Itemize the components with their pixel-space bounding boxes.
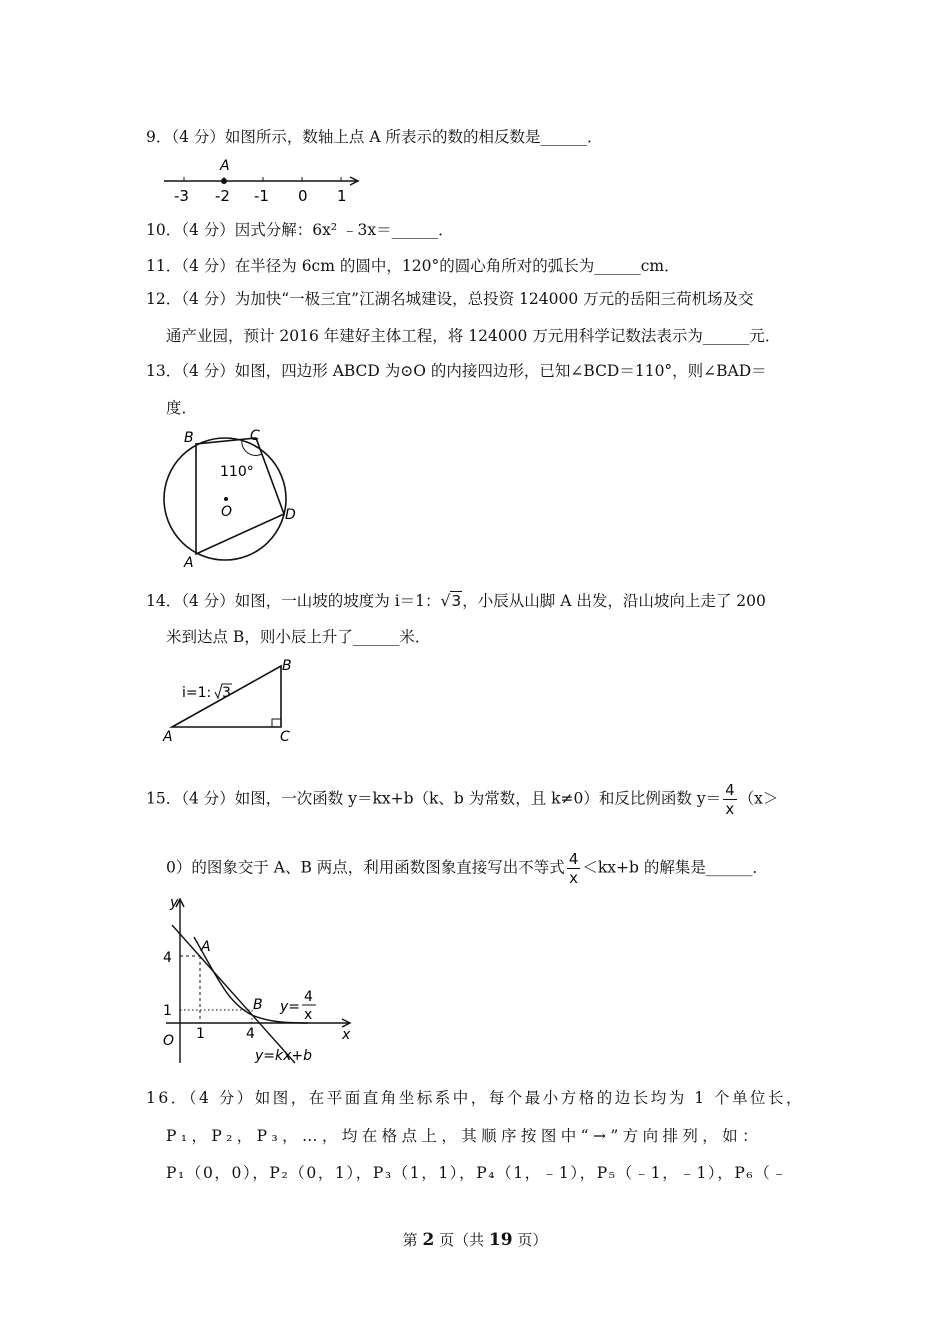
tick-y1: 1 <box>163 1003 172 1019</box>
footer-page-number: 2 <box>422 1230 435 1250</box>
tick-label: -1 <box>254 187 269 205</box>
question-14-line-2: 米到达点 B，则小辰上升了______米． <box>166 628 431 646</box>
question-16-line-1: 16．（4 分）如图，在平面直角坐标系中，每个最小方格的边长均为 1 个单位长， <box>146 1089 804 1107</box>
quadrilateral-abcd <box>196 438 284 554</box>
label-a: A <box>201 939 211 955</box>
label-o: O <box>221 504 233 520</box>
label-a: A <box>163 729 173 745</box>
question-9: 9．（4 分）如图所示，数轴上点 A 所表示的数的相反数是______． <box>146 128 603 146</box>
q15-text-c: 0）的图象交于 A、B 两点，利用函数图象直接写出不等式 <box>166 858 565 877</box>
question-13-line-2: 度． <box>166 399 198 417</box>
label-a: A <box>184 555 194 571</box>
curve-label-numerator: 4 <box>304 989 313 1005</box>
fraction-4-over-x <box>723 781 737 818</box>
q14-text-b: ，小辰从山脚 A 出发，沿山坡向上走了 200 <box>462 592 766 610</box>
question-12-line-2: 通产业园，预计 2016 年建好主体工程，将 124000 万元用科学记数法表示为______元． <box>166 327 781 345</box>
label-b: B <box>184 430 194 446</box>
tick-label: -2 <box>215 187 230 205</box>
question-11: 11．（4 分）在半径为 6cm 的圆中，120°的圆心角所对的弧长为______cm． <box>146 257 680 275</box>
tick-label: 0 <box>298 187 308 205</box>
center-dot <box>224 497 228 501</box>
tick-x4: 4 <box>246 1026 255 1042</box>
q15-text-a: 15．（4 分）如图，一次函数 y＝kx+b（k、b 为常数，且 k≠0）和反比例函数 y＝ <box>146 789 722 808</box>
footer-total-pages: 19 <box>488 1230 513 1250</box>
fraction-numerator: 4 <box>725 781 735 799</box>
label-o: O <box>163 1033 175 1049</box>
page-footer <box>0 1229 950 1250</box>
label-d: D <box>285 507 296 523</box>
inscribed-quadrilateral-figure <box>160 424 310 574</box>
right-angle-mark <box>272 719 281 727</box>
tick-label: 1 <box>337 187 347 205</box>
point-a-label: A <box>220 158 230 174</box>
label-c: C <box>250 428 260 444</box>
fraction-denominator: x <box>569 869 579 887</box>
label-y: y <box>170 895 179 911</box>
tick-label: -3 <box>174 187 189 205</box>
question-15-line-2 <box>166 850 768 887</box>
label-b: B <box>253 997 263 1013</box>
label-x: x <box>342 1027 351 1043</box>
footer-pre: 第 <box>402 1231 418 1249</box>
q15-text-b: （x＞ <box>738 789 779 808</box>
number-line-figure <box>160 156 370 206</box>
question-16-line-2: P₁，P₂，P₃，…，均在格点上，其顺序按图中“→”方向排列，如： <box>166 1127 762 1145</box>
question-14-line-1 <box>146 590 766 612</box>
slope-label: i=1: <box>182 685 212 701</box>
tick-x1: 1 <box>196 1026 205 1042</box>
line-kx-b <box>172 925 295 1063</box>
curve-label: y= <box>280 999 301 1015</box>
q15-text-d: ＜kx+b 的解集是______． <box>582 858 768 877</box>
question-16-line-3: P₁（0，0），P₂（0，1），P₃（1，1），P₄（1，﹣1），P₅（﹣1，﹣1），P₆（﹣ <box>166 1164 789 1182</box>
function-graph-figure <box>158 893 368 1068</box>
question-10: 10．（4 分）因式分解：6x² ﹣3x＝______． <box>146 221 454 239</box>
question-13-line-1: 13．（4 分）如图，四边形 ABCD 为⊙O 的内接四边形，已知∠BCD＝110°，则∠BAD＝ <box>146 362 767 380</box>
curve-label-denominator: x <box>304 1007 313 1023</box>
fraction-numerator: 4 <box>568 850 579 868</box>
fraction-4-over-x <box>567 850 581 887</box>
point-a-dot <box>221 178 227 184</box>
footer-mid: 页（共 <box>439 1231 485 1249</box>
slope-radicand: 3 <box>222 685 231 701</box>
line-label: y=kx+b <box>255 1048 313 1064</box>
tick-y4: 4 <box>163 950 172 966</box>
q14-text-a: 14．（4 分）如图，一山坡的坡度为 i＝1： <box>146 592 441 610</box>
slope-triangle-figure <box>160 654 310 749</box>
question-15-line-1 <box>146 781 778 818</box>
footer-post: 页） <box>517 1231 548 1249</box>
fraction-denominator: x <box>725 800 735 818</box>
label-c: C <box>280 729 290 745</box>
angle-label: 110° <box>220 464 254 480</box>
sqrt-radicand: 3 <box>451 592 462 610</box>
label-b: B <box>282 658 292 674</box>
question-12-line-1: 12．（4 分）为加快“一极三宜”江湖名城建设，总投资 124000 万元的岳阳三荷机场及交 <box>146 290 754 308</box>
sqrt-symbol: √3 <box>440 592 462 610</box>
